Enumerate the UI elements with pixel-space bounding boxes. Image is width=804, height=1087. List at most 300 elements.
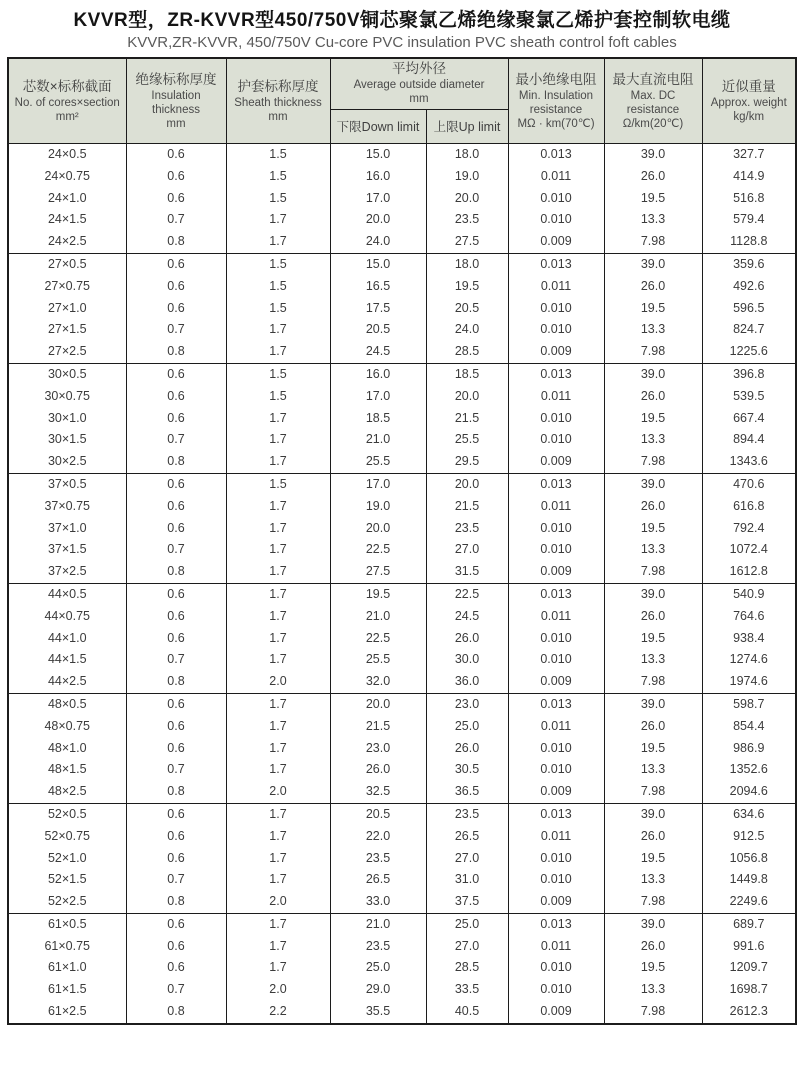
cell-value: 0.6 bbox=[167, 696, 185, 711]
cell-value: 991.6 bbox=[733, 938, 765, 953]
cell-value: 0.6 bbox=[167, 410, 185, 425]
cell-value: 0.8 bbox=[167, 564, 185, 579]
table-cell bbox=[508, 363, 604, 473]
cell-value: 23.5 bbox=[454, 806, 480, 821]
table-cell bbox=[426, 583, 508, 693]
cell-value: 48×1.0 bbox=[47, 740, 87, 755]
cell-value: 596.5 bbox=[733, 300, 765, 315]
cell-value: 0.7 bbox=[167, 762, 185, 777]
page-title: KVVR型，ZR-KVVR型450/750V铜芯聚氯乙烯绝缘聚氯乙烯护套控制软电缆 bbox=[73, 10, 731, 31]
table-cell bbox=[126, 363, 226, 473]
cell-value: 0.8 bbox=[167, 784, 185, 799]
cell-value: 40.5 bbox=[454, 1004, 480, 1019]
table-cell bbox=[702, 913, 796, 1023]
table-cell bbox=[702, 144, 796, 254]
table-cell bbox=[604, 913, 702, 1023]
cell-value: 0.011 bbox=[540, 938, 572, 953]
cell-value: 13.3 bbox=[640, 322, 666, 337]
cell-value: 36.5 bbox=[454, 784, 480, 799]
table-group-row bbox=[8, 583, 796, 693]
cell-value: 1.7 bbox=[269, 960, 287, 975]
cell-value: 0.6 bbox=[167, 938, 185, 953]
cell-value: 0.6 bbox=[167, 168, 185, 183]
cell-value: 20.5 bbox=[454, 300, 480, 315]
cell-value: 23.5 bbox=[454, 520, 480, 535]
cell-value: 19.5 bbox=[640, 520, 666, 535]
cell-value: 44×0.75 bbox=[44, 608, 91, 623]
cell-value: 1.7 bbox=[269, 498, 287, 513]
cell-value: 1209.7 bbox=[729, 960, 768, 975]
cell-value: 26.0 bbox=[454, 740, 480, 755]
header-diameter-zh: 平均外径 bbox=[392, 61, 446, 77]
cell-value: 25.5 bbox=[365, 454, 391, 469]
cell-value: 35.5 bbox=[365, 1004, 391, 1019]
cell-value: 0.011 bbox=[540, 168, 572, 183]
cell-value: 0.8 bbox=[167, 344, 185, 359]
table-cell bbox=[226, 583, 330, 693]
header-sheath-unit: mm bbox=[268, 110, 288, 123]
cell-value: 2.2 bbox=[269, 1004, 287, 1019]
cell-value: 792.4 bbox=[733, 520, 765, 535]
table-cell bbox=[226, 803, 330, 913]
table-cell bbox=[8, 473, 126, 583]
cell-value: 19.0 bbox=[365, 498, 391, 513]
table-cell bbox=[8, 693, 126, 803]
cell-value: 25.5 bbox=[454, 432, 480, 447]
cell-value: 0.6 bbox=[167, 388, 185, 403]
cell-value: 16.0 bbox=[365, 366, 391, 381]
cell-value: 23.0 bbox=[365, 740, 391, 755]
cell-value: 634.6 bbox=[733, 806, 765, 821]
table-cell bbox=[330, 803, 426, 913]
cell-value: 37×1.5 bbox=[47, 542, 87, 557]
header-sheath-en: Sheath thickness bbox=[234, 96, 322, 109]
cell-value: 20.0 bbox=[365, 520, 391, 535]
cell-value: 0.013 bbox=[540, 696, 572, 711]
cell-value: 0.009 bbox=[540, 894, 572, 909]
cell-value: 61×0.75 bbox=[44, 938, 91, 953]
table-cell bbox=[702, 803, 796, 913]
cell-value: 1.7 bbox=[269, 542, 287, 557]
table-cell bbox=[8, 913, 126, 1023]
cell-value: 0.013 bbox=[540, 256, 572, 271]
cell-value: 31.0 bbox=[454, 872, 480, 887]
cell-value: 1612.8 bbox=[729, 564, 768, 579]
table-cell bbox=[426, 913, 508, 1023]
header-down-limit-label: 下限Down limit bbox=[336, 119, 420, 134]
cell-value: 30×1.0 bbox=[47, 410, 87, 425]
cell-value: 61×0.5 bbox=[47, 916, 87, 931]
cell-value: 0.009 bbox=[540, 564, 572, 579]
header-diameter bbox=[330, 58, 508, 109]
header-min-resistance bbox=[508, 58, 604, 144]
cell-value: 0.010 bbox=[540, 212, 572, 227]
cell-value: 44×1.5 bbox=[47, 652, 87, 667]
cell-value: 26.0 bbox=[640, 168, 666, 183]
cell-value: 19.5 bbox=[454, 278, 480, 293]
header-up-limit bbox=[426, 109, 508, 143]
table-cell bbox=[426, 693, 508, 803]
cell-value: 2094.6 bbox=[729, 784, 768, 799]
cell-value: 19.5 bbox=[640, 850, 666, 865]
header-cores-zh: 芯数×标称截面 bbox=[22, 78, 112, 94]
cell-value: 1.7 bbox=[269, 652, 287, 667]
cell-value: 0.010 bbox=[540, 630, 572, 645]
cell-value: 0.7 bbox=[167, 542, 185, 557]
cell-value: 0.009 bbox=[540, 454, 572, 469]
table-cell bbox=[604, 583, 702, 693]
cell-value: 61×2.5 bbox=[47, 1004, 87, 1019]
cell-value: 1.7 bbox=[269, 806, 287, 821]
cell-value: 0.6 bbox=[167, 278, 185, 293]
cell-value: 36.0 bbox=[454, 674, 480, 689]
cell-value: 39.0 bbox=[640, 586, 666, 601]
cell-value: 19.5 bbox=[640, 740, 666, 755]
cell-value: 1.5 bbox=[269, 366, 287, 381]
cell-value: 0.013 bbox=[540, 806, 572, 821]
table-cell bbox=[126, 253, 226, 363]
table-cell bbox=[604, 803, 702, 913]
cell-value: 27.0 bbox=[454, 938, 480, 953]
cell-value: 2.0 bbox=[269, 784, 287, 799]
cell-value: 986.9 bbox=[733, 740, 765, 755]
cell-value: 1449.8 bbox=[729, 872, 768, 887]
cell-value: 0.6 bbox=[167, 300, 185, 315]
cell-value: 0.6 bbox=[167, 960, 185, 975]
cell-value: 13.3 bbox=[640, 542, 666, 557]
cell-value: 938.4 bbox=[733, 630, 765, 645]
cell-value: 44×1.0 bbox=[47, 630, 87, 645]
cell-value: 27.5 bbox=[454, 234, 480, 249]
table-cell bbox=[8, 253, 126, 363]
cell-value: 0.009 bbox=[540, 784, 572, 799]
cell-value: 25.0 bbox=[454, 916, 480, 931]
table-cell bbox=[226, 144, 330, 254]
cell-value: 48×0.5 bbox=[47, 696, 87, 711]
cell-value: 27×1.5 bbox=[47, 322, 87, 337]
cell-value: 0.013 bbox=[540, 586, 572, 601]
table-cell bbox=[604, 363, 702, 473]
table-cell bbox=[426, 253, 508, 363]
cell-value: 24×1.0 bbox=[47, 190, 87, 205]
cell-value: 52×0.75 bbox=[44, 828, 91, 843]
cell-value: 30×0.5 bbox=[47, 366, 87, 381]
cell-value: 30×1.5 bbox=[47, 432, 87, 447]
cell-value: 27×1.0 bbox=[47, 300, 87, 315]
cell-value: 39.0 bbox=[640, 147, 666, 161]
cell-value: 1.5 bbox=[269, 147, 287, 161]
cell-value: 39.0 bbox=[640, 696, 666, 711]
header-up-limit-label: 上限Up limit bbox=[433, 119, 501, 134]
cell-value: 764.6 bbox=[733, 608, 765, 623]
cell-value: 20.0 bbox=[454, 190, 480, 205]
table-body bbox=[8, 144, 796, 1024]
cell-value: 19.5 bbox=[365, 586, 391, 601]
cell-value: 1.7 bbox=[269, 586, 287, 601]
table-cell bbox=[508, 913, 604, 1023]
cell-value: 1.5 bbox=[269, 476, 287, 491]
cell-value: 0.009 bbox=[540, 234, 572, 249]
cell-value: 0.010 bbox=[540, 762, 572, 777]
cell-value: 1343.6 bbox=[729, 454, 768, 469]
cell-value: 1.7 bbox=[269, 828, 287, 843]
cell-value: 1.5 bbox=[269, 190, 287, 205]
cell-value: 17.0 bbox=[365, 476, 391, 491]
table-cell bbox=[702, 693, 796, 803]
cell-value: 39.0 bbox=[640, 366, 666, 381]
cell-value: 894.4 bbox=[733, 432, 765, 447]
cell-value: 37×0.5 bbox=[47, 476, 87, 491]
cell-value: 0.013 bbox=[540, 366, 572, 381]
cell-value: 21.5 bbox=[454, 410, 480, 425]
cell-value: 7.98 bbox=[640, 234, 666, 249]
cell-value: 0.6 bbox=[167, 828, 185, 843]
cell-value: 0.7 bbox=[167, 212, 185, 227]
cell-value: 1.7 bbox=[269, 850, 287, 865]
cell-value: 30×0.75 bbox=[44, 388, 91, 403]
header-min-resistance-zh: 最小绝缘电阻 bbox=[515, 71, 597, 87]
cell-value: 1.5 bbox=[269, 388, 287, 403]
header-max-resistance-unit: Ω/km(20℃) bbox=[622, 117, 684, 130]
cell-value: 0.010 bbox=[540, 850, 572, 865]
header-insulation-en: Insulation thickness bbox=[151, 89, 201, 116]
cell-value: 1698.7 bbox=[729, 982, 768, 997]
cell-value: 414.9 bbox=[733, 168, 765, 183]
header-weight-en: Approx. weight bbox=[710, 96, 787, 109]
cell-value: 24.0 bbox=[365, 234, 391, 249]
cell-value: 0.6 bbox=[167, 850, 185, 865]
cell-value: 24×2.5 bbox=[47, 234, 87, 249]
cell-value: 48×0.75 bbox=[44, 718, 91, 733]
header-diameter-en: Average outside diameter bbox=[353, 79, 485, 92]
cell-value: 24×0.75 bbox=[44, 168, 91, 183]
cell-value: 0.6 bbox=[167, 147, 185, 161]
cell-value: 23.0 bbox=[454, 696, 480, 711]
cell-value: 1128.8 bbox=[730, 234, 768, 249]
header-cores bbox=[8, 58, 126, 144]
table-cell bbox=[8, 583, 126, 693]
cell-value: 0.010 bbox=[540, 740, 572, 755]
cell-value: 19.5 bbox=[640, 190, 666, 205]
cell-value: 0.009 bbox=[540, 344, 572, 359]
cell-value: 37.5 bbox=[454, 894, 480, 909]
table-cell bbox=[508, 583, 604, 693]
cell-value: 1274.6 bbox=[729, 652, 768, 667]
cell-value: 17.0 bbox=[365, 388, 391, 403]
cell-value: 26.0 bbox=[640, 938, 666, 953]
cell-value: 0.6 bbox=[167, 630, 185, 645]
cell-value: 0.009 bbox=[540, 1004, 572, 1019]
cell-value: 516.8 bbox=[733, 190, 765, 205]
table-group-row bbox=[8, 363, 796, 473]
cell-value: 1.7 bbox=[269, 630, 287, 645]
cell-value: 396.8 bbox=[733, 366, 765, 381]
cell-value: 1974.6 bbox=[729, 674, 768, 689]
cell-value: 1.5 bbox=[269, 168, 287, 183]
cell-value: 0.6 bbox=[167, 498, 185, 513]
cell-value: 48×2.5 bbox=[47, 784, 87, 799]
cell-value: 19.5 bbox=[640, 630, 666, 645]
cell-value: 1.7 bbox=[269, 234, 287, 249]
cell-value: 0.010 bbox=[540, 520, 572, 535]
cell-value: 0.7 bbox=[167, 652, 185, 667]
cell-value: 0.7 bbox=[167, 432, 185, 447]
cell-value: 0.010 bbox=[540, 300, 572, 315]
cell-value: 22.5 bbox=[365, 630, 391, 645]
cell-value: 0.011 bbox=[540, 498, 572, 513]
cell-value: 16.5 bbox=[365, 278, 391, 293]
cell-value: 2.0 bbox=[269, 894, 287, 909]
cell-value: 27.0 bbox=[454, 850, 480, 865]
cell-value: 7.98 bbox=[640, 784, 666, 799]
cell-value: 24.5 bbox=[365, 344, 391, 359]
cell-value: 540.9 bbox=[733, 586, 765, 601]
cell-value: 20.0 bbox=[454, 476, 480, 491]
cell-value: 492.6 bbox=[733, 278, 765, 293]
cell-value: 25.0 bbox=[365, 960, 391, 975]
cell-value: 18.0 bbox=[454, 147, 480, 161]
table-cell bbox=[126, 144, 226, 254]
table-cell bbox=[508, 693, 604, 803]
cell-value: 26.5 bbox=[365, 872, 391, 887]
cell-value: 1.7 bbox=[269, 410, 287, 425]
table-cell bbox=[330, 144, 426, 254]
cell-value: 52×2.5 bbox=[47, 894, 87, 909]
cell-value: 0.013 bbox=[540, 147, 572, 161]
cell-value: 44×2.5 bbox=[47, 674, 87, 689]
cell-value: 1056.8 bbox=[729, 850, 768, 865]
cell-value: 0.8 bbox=[167, 674, 185, 689]
cell-value: 1.7 bbox=[269, 454, 287, 469]
table-group-row bbox=[8, 253, 796, 363]
table-cell bbox=[508, 253, 604, 363]
cell-value: 26.0 bbox=[454, 630, 480, 645]
header-max-resistance-en: Max. DC resistance bbox=[626, 89, 680, 116]
cell-value: 1.7 bbox=[269, 718, 287, 733]
cell-value: 52×1.0 bbox=[47, 850, 87, 865]
table-cell bbox=[8, 363, 126, 473]
cell-value: 1.7 bbox=[269, 938, 287, 953]
cell-value: 0.8 bbox=[167, 894, 185, 909]
cell-value: 18.5 bbox=[454, 366, 480, 381]
header-insulation-unit: mm bbox=[166, 117, 186, 130]
cell-value: 0.010 bbox=[540, 432, 572, 447]
table-cell bbox=[426, 473, 508, 583]
cell-value: 28.5 bbox=[454, 344, 480, 359]
cell-value: 27×0.5 bbox=[47, 256, 87, 271]
table-cell bbox=[226, 253, 330, 363]
cell-value: 19.5 bbox=[640, 410, 666, 425]
cell-value: 21.5 bbox=[454, 498, 480, 513]
cell-value: 0.010 bbox=[540, 542, 572, 557]
cell-value: 21.0 bbox=[365, 608, 391, 623]
header-sheath-zh: 护套标称厚度 bbox=[237, 78, 319, 94]
cell-value: 19.0 bbox=[454, 168, 480, 183]
table-cell bbox=[508, 803, 604, 913]
cell-value: 0.013 bbox=[540, 476, 572, 491]
cell-value: 18.0 bbox=[454, 256, 480, 271]
cell-value: 7.98 bbox=[640, 564, 666, 579]
table-cell bbox=[330, 363, 426, 473]
cell-value: 23.5 bbox=[365, 850, 391, 865]
cell-value: 15.0 bbox=[365, 147, 391, 161]
cell-value: 37×1.0 bbox=[47, 520, 87, 535]
cell-value: 27.5 bbox=[365, 564, 391, 579]
cell-value: 30.5 bbox=[454, 762, 480, 777]
table-cell bbox=[8, 144, 126, 254]
cell-value: 33.0 bbox=[365, 894, 391, 909]
cell-value: 0.6 bbox=[167, 520, 185, 535]
cell-value: 27.0 bbox=[454, 542, 480, 557]
cell-value: 52×1.5 bbox=[47, 872, 87, 887]
table-cell bbox=[702, 253, 796, 363]
cell-value: 0.011 bbox=[540, 388, 572, 403]
cell-value: 1.7 bbox=[269, 322, 287, 337]
cell-value: 16.0 bbox=[365, 168, 391, 183]
cell-value: 20.5 bbox=[365, 806, 391, 821]
cell-value: 25.5 bbox=[365, 652, 391, 667]
table-cell bbox=[226, 693, 330, 803]
cell-value: 32.5 bbox=[365, 784, 391, 799]
cell-value: 1.7 bbox=[269, 564, 287, 579]
cell-value: 2249.6 bbox=[729, 894, 768, 909]
table-cell bbox=[330, 913, 426, 1023]
cell-value: 21.0 bbox=[365, 432, 391, 447]
cell-value: 1.7 bbox=[269, 344, 287, 359]
cell-value: 327.7 bbox=[733, 147, 765, 161]
cell-value: 0.8 bbox=[167, 234, 185, 249]
cell-value: 1.7 bbox=[269, 696, 287, 711]
cell-value: 0.6 bbox=[167, 740, 185, 755]
table-cell bbox=[126, 473, 226, 583]
cell-value: 0.010 bbox=[540, 410, 572, 425]
cell-value: 30×2.5 bbox=[47, 454, 87, 469]
cell-value: 7.98 bbox=[640, 1004, 666, 1019]
table-cell bbox=[330, 473, 426, 583]
cell-value: 912.5 bbox=[733, 828, 765, 843]
cell-value: 1352.6 bbox=[729, 762, 768, 777]
cell-value: 31.5 bbox=[454, 564, 480, 579]
cell-value: 1.5 bbox=[269, 300, 287, 315]
cell-value: 26.0 bbox=[640, 828, 666, 843]
cell-value: 15.0 bbox=[365, 256, 391, 271]
table-group-row bbox=[8, 473, 796, 583]
cell-value: 39.0 bbox=[640, 916, 666, 931]
cell-value: 1.7 bbox=[269, 872, 287, 887]
header-min-resistance-en: Min. Insulation resistance bbox=[518, 89, 594, 116]
header-cores-unit: mm² bbox=[55, 110, 79, 123]
cell-value: 1072.4 bbox=[729, 542, 768, 557]
cell-value: 27×2.5 bbox=[47, 344, 87, 359]
table-cell bbox=[604, 473, 702, 583]
cell-value: 37×0.75 bbox=[44, 498, 91, 513]
cell-value: 616.8 bbox=[733, 498, 765, 513]
header-weight-zh: 近似重量 bbox=[721, 78, 776, 94]
header-weight bbox=[702, 58, 796, 144]
cell-value: 470.6 bbox=[733, 476, 765, 491]
cell-value: 22.5 bbox=[365, 542, 391, 557]
cell-value: 13.3 bbox=[640, 432, 666, 447]
page-subtitle: KVVR,ZR-KVVR, 450/750V Cu-core PVC insulation PVC sheath control foft cables bbox=[127, 34, 677, 51]
cell-value: 61×1.5 bbox=[47, 982, 87, 997]
cell-value: 0.6 bbox=[167, 476, 185, 491]
table-cell bbox=[604, 144, 702, 254]
cell-value: 0.011 bbox=[540, 278, 572, 293]
cell-value: 0.6 bbox=[167, 190, 185, 205]
cell-value: 667.4 bbox=[733, 410, 765, 425]
table-header bbox=[8, 58, 796, 144]
cell-value: 0.8 bbox=[167, 1004, 185, 1019]
